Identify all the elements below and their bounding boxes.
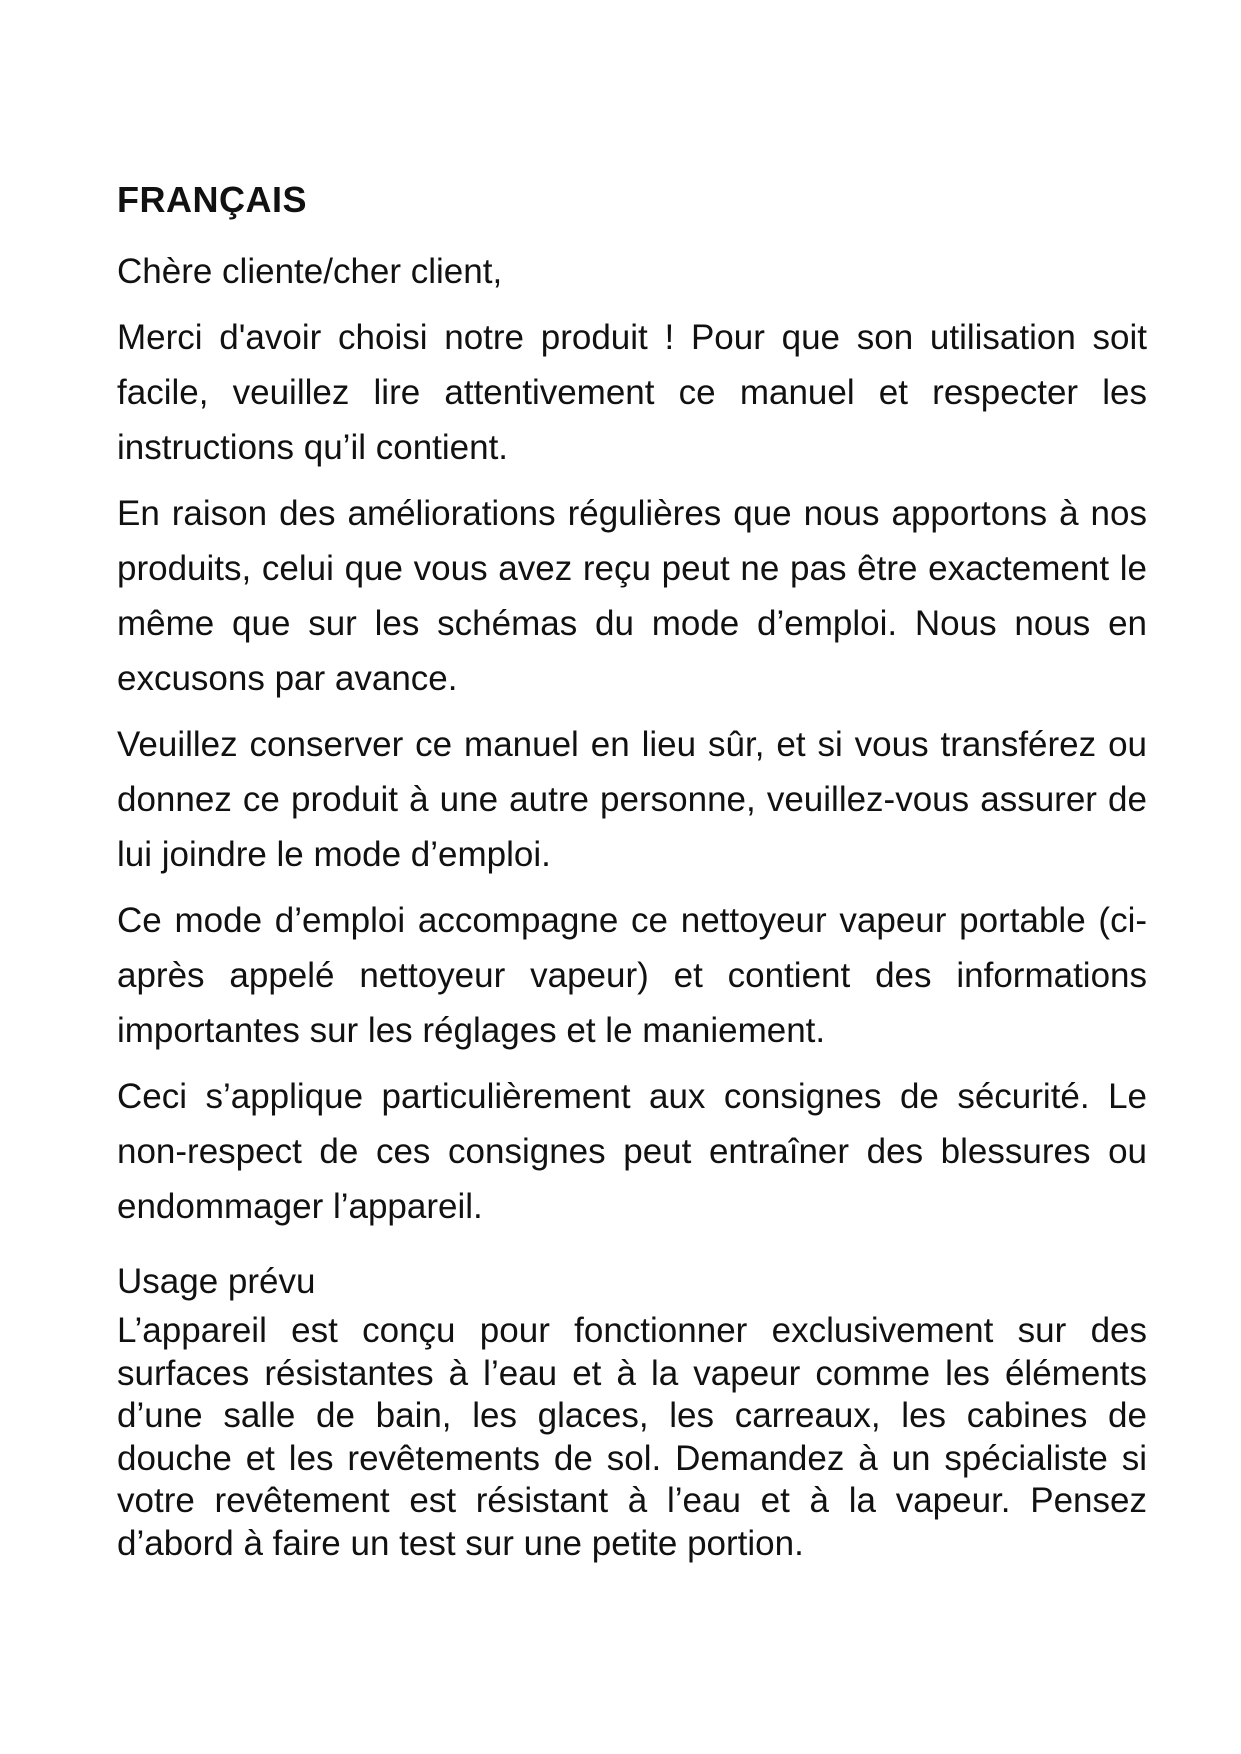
paragraph-keep-manual: Veuillez conserver ce manuel en lieu sûr, et si vous transférez ou donnez ce produit à une autre personne, veuillez-vous assurer de lui joindre le mode d’emploi.: [117, 725, 1147, 874]
greeting: Chère cliente/cher client,: [117, 252, 503, 291]
paragraph-thanks: Merci d'avoir choisi notre produit ! Pour que son utilisation soit facile, veuillez lire attentivement ce manuel et respecter les instructions qu’il contient.: [117, 318, 1147, 467]
usage-text: L’appareil est conçu pour fonctionner exclusivement sur des surfaces résistantes à l’eau et à la vapeur comme les éléments d’une salle de bain, les glaces, les carreaux, les cabines de douche et les revêtements de sol. Demandez à un spécialiste si votre revêtement est résistant à l’eau et à la vapeur. Pensez d’abord à faire un test sur une petite portion.: [117, 1311, 1147, 1563]
paragraph-manual-purpose: Ce mode d’emploi accompagne ce nettoyeur vapeur portable (ci-après appelé nettoyeur vapeur) et contient des informations importantes sur les réglages et le maniement.: [117, 901, 1147, 1050]
paragraph-safety: Ceci s’applique particulièrement aux consignes de sécurité. Le non-respect de ces consignes peut entraîner des blessures ou endommager l’appareil.: [117, 1077, 1147, 1226]
section-heading: FRANÇAIS: [117, 179, 307, 220]
usage-heading: Usage prévu: [117, 1262, 316, 1301]
paragraph-improvements: En raison des améliorations régulières que nous apportons à nos produits, celui que vous avez reçu peut ne pas être exactement le même que sur les schémas du mode d’emploi. Nous nous en excusons par avance.: [117, 494, 1147, 698]
document-page: [117, 178, 1147, 1565]
